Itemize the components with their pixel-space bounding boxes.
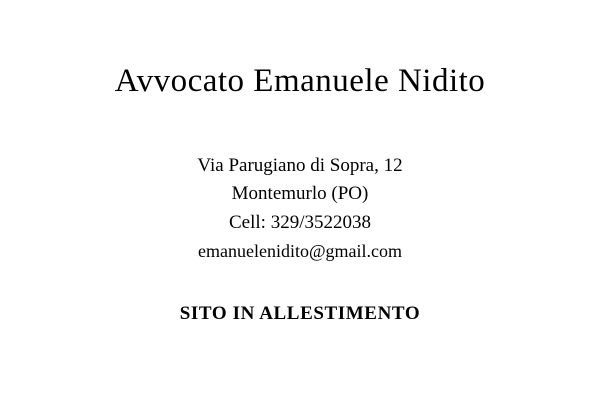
page-title: Avvocato Emanuele Nidito — [114, 63, 486, 99]
contact-block — [197, 152, 402, 266]
contact-email[interactable]: emanuelenidito@gmail.com — [197, 241, 403, 262]
site-under-construction-notice: SITO IN ALLESTIMENTO — [179, 302, 421, 324]
contact-address-city: Montemurlo (PO) — [231, 183, 369, 205]
contact-phone: Cell: 329/3522038 — [229, 212, 371, 234]
contact-address-street: Via Parugiano di Sopra, 12 — [197, 154, 403, 176]
